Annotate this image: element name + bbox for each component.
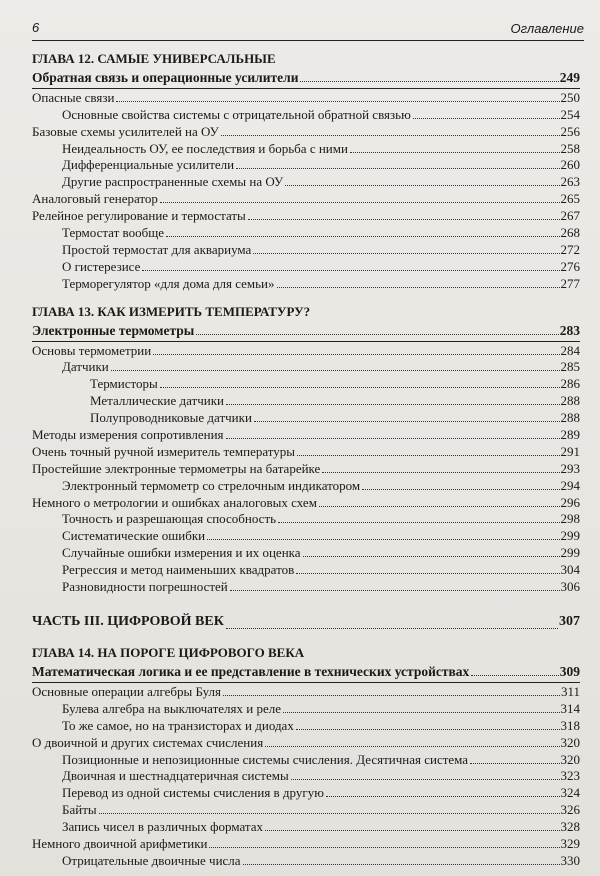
leader-dots (226, 404, 559, 405)
toc-label: Полупроводниковые датчики (90, 410, 252, 426)
toc-entry[interactable] (32, 106, 580, 123)
toc-page: 311 (560, 683, 580, 699)
toc-label: Основные свойства системы с отрицательной обратной связью (62, 106, 411, 122)
toc-entry[interactable] (32, 494, 580, 511)
toc-entry[interactable] (32, 784, 580, 801)
toc-entry[interactable] (32, 207, 580, 224)
toc-label: Перевод из одной системы счисления в другую (62, 785, 324, 801)
toc-page: 254 (560, 106, 580, 122)
toc-page: 329 (560, 835, 580, 851)
toc-page: 288 (560, 410, 580, 426)
leader-dots (291, 779, 560, 780)
toc-label: Простой термостат для аквариума (62, 241, 252, 257)
toc-entry[interactable] (32, 768, 580, 785)
toc-page: 306 (560, 579, 580, 595)
leader-dots (160, 202, 560, 203)
leader-dots (116, 101, 559, 102)
toc-page: 307 (559, 614, 580, 630)
toc-label: Металлические датчики (90, 393, 225, 409)
leader-dots (296, 573, 559, 574)
toc-page: 314 (560, 700, 580, 716)
chapter-heading: ГЛАВА 14. НА ПОРОГЕ ЦИФРОВОГО ВЕКА (32, 645, 305, 661)
leader-dots (278, 522, 559, 523)
toc-label: Основы термометрии (32, 342, 152, 358)
toc-entry[interactable] (32, 511, 580, 528)
leader-dots (99, 813, 560, 814)
table-of-contents (32, 50, 580, 869)
toc-entry[interactable] (32, 852, 580, 869)
toc-label: Другие распространенные схемы на ОУ (62, 174, 284, 190)
toc-entry[interactable] (32, 561, 580, 578)
toc-label: Отрицательные двоичные числа (62, 852, 241, 868)
toc-page: 276 (560, 258, 580, 274)
chapter-13 (32, 303, 580, 595)
toc-entry[interactable] (32, 801, 580, 818)
toc-label: Булева алгебра на выключателях и реле (62, 700, 281, 716)
toc-label: Запись чисел в различных форматах (62, 819, 264, 835)
leader-dots (283, 712, 560, 713)
toc-entry[interactable] (32, 527, 580, 544)
toc-page: 318 (560, 717, 580, 733)
leader-dots (471, 675, 558, 676)
toc-entry[interactable] (32, 477, 580, 494)
page-number: 6 (32, 20, 40, 35)
leader-dots (153, 354, 559, 355)
toc-entry[interactable] (32, 734, 580, 751)
toc-label: Методы измерения сопротивления (32, 427, 224, 443)
toc-page: 268 (560, 225, 580, 241)
leader-dots (196, 334, 558, 335)
toc-page: 286 (560, 376, 580, 392)
toc-label: Математическая логика и ее представление в технических устройствах (32, 664, 470, 680)
toc-label: Регрессия и метод наименьших квадратов (62, 562, 295, 578)
leader-dots (322, 472, 559, 473)
chapter-14 (32, 644, 580, 869)
toc-page: 293 (560, 460, 580, 476)
toc-page: 272 (560, 241, 580, 257)
toc-section[interactable] (32, 662, 580, 683)
leader-dots (254, 421, 560, 422)
chapter-heading: ГЛАВА 13. КАК ИЗМЕРИТЬ ТЕМПЕРАТУРУ? (32, 303, 311, 319)
toc-page: 299 (560, 545, 580, 561)
leader-dots (303, 556, 560, 557)
toc-entry[interactable] (32, 241, 580, 258)
leader-dots (296, 729, 560, 730)
toc-label: Позиционные и непозиционные системы счисления. Десятичная система (62, 751, 469, 767)
toc-label: Аналоговый генератор (32, 191, 158, 207)
leader-dots (253, 253, 559, 254)
toc-entry[interactable] (32, 578, 580, 595)
toc-entry[interactable] (32, 409, 580, 426)
toc-page: 285 (560, 359, 580, 375)
toc-page: 328 (560, 819, 580, 835)
toc-entry[interactable] (32, 375, 580, 392)
chapter-heading: ГЛАВА 12. САМЫЕ УНИВЕРСАЛЬНЫЕ (32, 51, 276, 66)
toc-page: 256 (560, 123, 580, 139)
toc-page: 299 (560, 528, 580, 544)
toc-entry[interactable] (32, 157, 580, 174)
toc-page: 309 (559, 664, 580, 680)
toc-page: 289 (560, 427, 580, 443)
leader-dots (243, 864, 560, 865)
toc-page: 298 (560, 511, 580, 527)
toc-page: 288 (560, 393, 580, 409)
toc-entry[interactable] (32, 173, 580, 190)
toc-label: Термисторы (90, 376, 158, 392)
leader-dots (236, 168, 559, 169)
toc-page: 330 (560, 852, 580, 868)
running-head (32, 18, 584, 41)
toc-label: Опасные связи (32, 89, 115, 105)
toc-page: 260 (560, 157, 580, 173)
leader-dots (362, 489, 559, 490)
leader-dots (277, 287, 560, 288)
toc-entry[interactable] (32, 392, 580, 409)
toc-page: 249 (559, 70, 580, 85)
toc-label: Случайные ошибки измерения и их оценка (62, 545, 301, 561)
toc-entry[interactable] (32, 258, 580, 275)
toc-label: Базовые схемы усилителей на ОУ (32, 123, 219, 139)
toc-part[interactable] (32, 611, 580, 633)
toc-entry[interactable] (32, 443, 580, 460)
toc-entry[interactable] (32, 717, 580, 734)
toc-entry[interactable] (32, 224, 580, 241)
toc-entry[interactable] (32, 190, 580, 207)
toc-page: 265 (560, 191, 580, 207)
leader-dots (226, 628, 558, 629)
leader-dots (160, 387, 560, 388)
toc-label: То же самое, но на транзисторах и диодах (62, 717, 294, 733)
toc-page: 283 (559, 322, 580, 338)
toc-label: Систематические ошибки (62, 528, 206, 544)
toc-label: Основные операции алгебры Буля (32, 683, 222, 699)
leader-dots (413, 118, 560, 119)
leader-dots (265, 830, 559, 831)
leader-dots (221, 135, 560, 136)
toc-page: 326 (560, 802, 580, 818)
leader-dots (207, 539, 559, 540)
toc-page: 284 (560, 342, 580, 358)
toc-entry[interactable] (32, 89, 580, 106)
toc-page: 291 (560, 443, 580, 459)
toc-page: 263 (560, 174, 580, 190)
toc-label: Двоичная и шестнадцатеричная системы (62, 768, 289, 784)
toc-page: 267 (560, 208, 580, 224)
toc-label: Терморегулятор «для дома для семьи» (62, 275, 275, 291)
toc-label: Датчики (62, 359, 109, 375)
toc-entry[interactable] (32, 751, 580, 768)
toc-label: ЧАСТЬ III. ЦИФРОВОЙ ВЕК (32, 614, 224, 630)
toc-label: О гистерезисе (62, 258, 141, 274)
toc-label: Электронный термометр со стрелочным индикатором (62, 477, 361, 493)
toc-page: 277 (560, 275, 580, 291)
toc-page: 296 (560, 494, 580, 510)
toc-label: Немного двоичной арифметики (32, 835, 208, 851)
leader-dots (223, 695, 560, 696)
toc-entry[interactable] (32, 460, 580, 477)
toc-label: Точность и разрешающая способность (62, 511, 277, 527)
toc-entry[interactable] (32, 342, 580, 359)
toc-label: Релейное регулирование и термостаты (32, 208, 246, 224)
leader-dots (350, 152, 560, 153)
leader-dots (209, 847, 559, 848)
toc-label: Неидеальность ОУ, ее последствия и борьба с ними (62, 140, 348, 156)
leader-dots (285, 185, 559, 186)
leader-dots (265, 746, 559, 747)
toc-label: Термостат вообще (62, 225, 164, 241)
toc-page: 324 (560, 785, 580, 801)
toc-section[interactable] (32, 321, 580, 342)
toc-entry[interactable] (32, 359, 580, 376)
toc-entry[interactable] (32, 426, 580, 443)
leader-dots (166, 236, 560, 237)
toc-label: Байты (62, 802, 97, 818)
toc-page: 304 (560, 562, 580, 578)
toc-label: Простейшие электронные термометры на батарейке (32, 460, 321, 476)
leader-dots (248, 219, 560, 220)
leader-dots (230, 590, 560, 591)
toc-label: Очень точный ручной измеритель температуры (32, 443, 296, 459)
toc-entry[interactable] (32, 700, 580, 717)
toc-page: 320 (560, 751, 580, 767)
toc-entry[interactable] (32, 544, 580, 561)
leader-dots (226, 438, 560, 439)
toc-label: Дифференциальные усилители (62, 157, 235, 173)
toc-page: 294 (560, 477, 580, 493)
leader-dots (470, 763, 559, 764)
leader-dots (111, 370, 560, 371)
toc-label: Обратная связь и операционные усилители (32, 70, 299, 85)
leader-dots (300, 81, 558, 82)
toc-entry[interactable] (32, 835, 580, 852)
toc-page: 250 (560, 89, 580, 105)
chapter-12 (32, 50, 580, 292)
leader-dots (319, 506, 560, 507)
toc-label: Немного о метрологии и ошибках аналоговых схем (32, 494, 317, 510)
toc-section[interactable] (32, 68, 580, 89)
leader-dots (142, 270, 559, 271)
toc-label: Разновидности погрешностей (62, 579, 228, 595)
leader-dots (326, 796, 560, 797)
toc-label: О двоичной и других системах счисления (32, 734, 264, 750)
toc-page: 258 (560, 140, 580, 156)
toc-entry[interactable] (32, 140, 580, 157)
running-head-title: Оглавление (510, 21, 584, 36)
toc-label: Электронные термометры (32, 322, 195, 338)
toc-entry[interactable] (32, 683, 580, 700)
toc-entry[interactable] (32, 275, 580, 292)
toc-entry[interactable] (32, 818, 580, 835)
leader-dots (297, 455, 559, 456)
toc-page: 320 (560, 734, 580, 750)
toc-page: 323 (560, 768, 580, 784)
toc-entry[interactable] (32, 123, 580, 140)
